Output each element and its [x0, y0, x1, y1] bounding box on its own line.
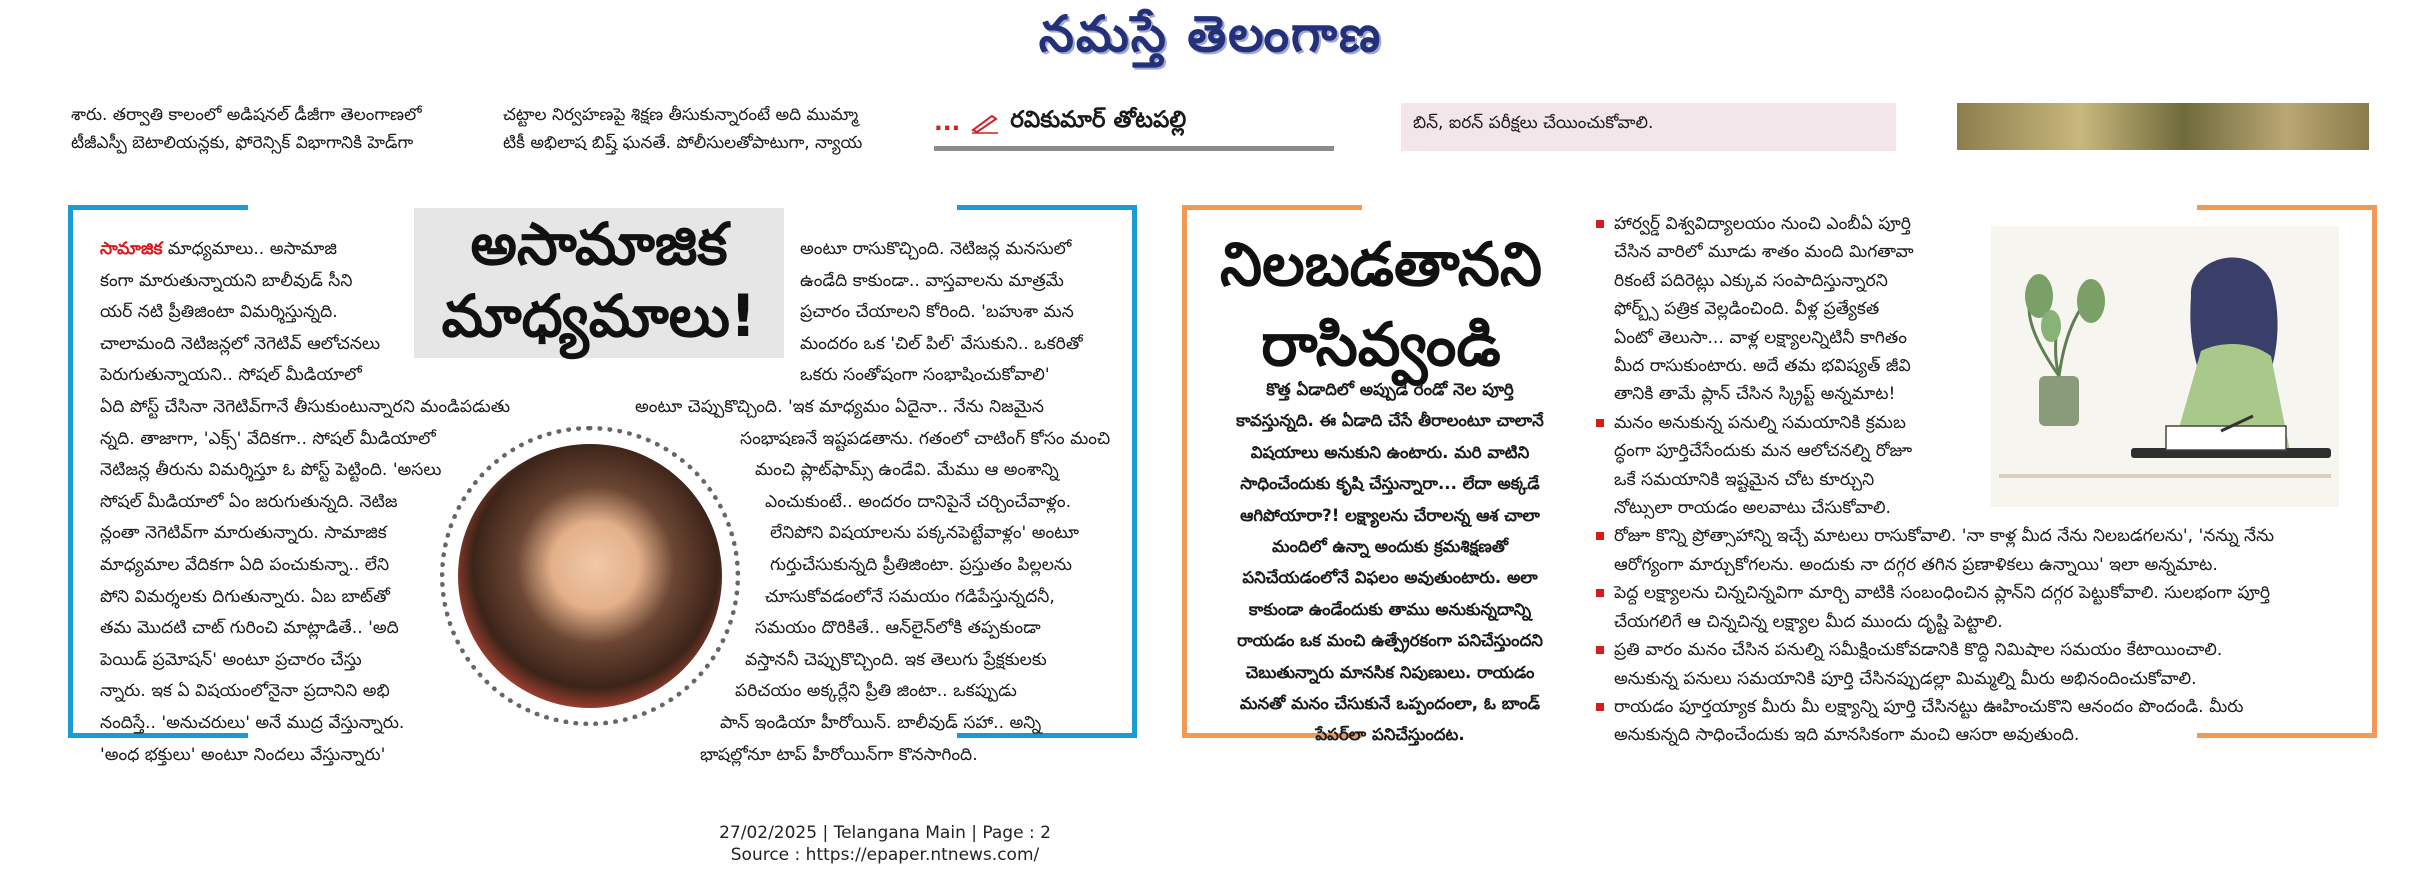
list-item: చేయగలిగే ఆ చిన్నచిన్న లక్ష్యాల మీద ముందు దృష్టి పెట్టాలి. — [1614, 611, 2003, 632]
bullet-icon — [1596, 532, 1604, 540]
byline-name: రవికుమార్ తోటపల్లి — [1010, 107, 1187, 133]
info-box-fragment: బిన్, ఐరన్ పరీక్షలు చేయించుకోవాలి. — [1401, 103, 1896, 151]
masthead: నమస్తే తెలంగాణ — [1038, 4, 1383, 63]
page-footer — [0, 822, 1770, 866]
bullet-icon — [1596, 419, 1604, 427]
list-item: నోట్సులా రాయడం అలవాటు చేసుకోవాలి. — [1614, 498, 1892, 519]
bullet-icon — [1596, 703, 1604, 711]
byline — [934, 100, 1334, 151]
portrait-photo — [458, 444, 722, 708]
top-fragment-middle: చట్టాల నిర్వహణపై శిక్షణ తీసుకున్నారంటే అది ముమ్మా టికీ అభిలాష బిష్త్ ఘనతే. పోలీసులతోపాటుగా, న్యాయ — [503, 105, 863, 153]
list-item: అనుకున్న పనులు సమయానికి పూర్తి చేసినప్పుడల్లా మిమ్మల్ని మీరు అభినందించుకోవాలి. — [1614, 668, 2197, 689]
list-item: ఒకే సమయానికి ఇష్టమైన చోట కూర్చుని — [1614, 469, 1875, 490]
footer-date-line: 27/02/2025 | Telangana Main | Page : 2 — [719, 823, 1051, 843]
list-item: ఆరోగ్యంగా మార్చుకోగలను. అందుకు నా దగ్గర తగిన ప్రణాళికలు ఉన్నాయి' ఇలా అన్నమాట. — [1614, 554, 2218, 575]
thumbnail-image — [1957, 103, 2369, 150]
top-fragment-left: శారు. తర్వాతి కాలంలో అడిషనల్ డీజీగా తెలంగాణలో టీజీఎస్పీ బెటాలియన్లకు, ఫోరెన్సిక్ విభాగానికి హెడ్‌గా — [71, 105, 422, 153]
list-item: చేసిన వారిలో మూడు శాతం మంది మిగతావా — [1614, 242, 1914, 263]
list-item: తానికి తామే ప్లాన్ చేసిన స్క్రిప్ట్ అన్నమాట! — [1614, 384, 1896, 405]
list-item: ద్ధంగా పూర్తిచేసేందుకు మన ఆలోచనల్ని రోజూ — [1614, 441, 1913, 462]
bullet-icon — [1596, 220, 1604, 228]
article2-headline: నిలబడతానని రాసివ్వండి — [1219, 230, 1543, 380]
list-item: ఫోర్బ్స్ పత్రిక వెల్లడించింది. వీళ్ల ప్రత్యేకత — [1614, 299, 1880, 320]
bullet-icon — [1596, 646, 1604, 654]
list-item: ఏంటో తెలుసా... వాళ్ల లక్ష్యాలన్నిటినీ కాగితం — [1614, 327, 1907, 348]
list-item: అనుకున్నది సాధించేందుకు ఇది మానసికంగా మంచి ఆసరా అవుతుంది. — [1614, 725, 2080, 746]
list-item: రాయడం పూర్తయ్యాక మీరు మీ లక్ష్యాన్ని పూర్తి చేసినట్టు ఊహించుకొని ఆనందం పొందండి. మీరు — [1596, 693, 2274, 721]
byline-dots: ... — [934, 110, 961, 136]
list-item: పెద్ద లక్ష్యాలను చిన్నచిన్నవిగా మార్చి వాటికి సంబంధించిన ప్లాన్‌ని దగ్గర పెట్టుకోవాలి. సులభంగా పూర్తి — [1596, 579, 2274, 607]
bullet-icon — [1596, 589, 1604, 597]
list-item: మనం అనుకున్న పనుల్ని సమయానికి క్రమబ — [1596, 409, 2274, 437]
list-item: హార్వర్డ్ విశ్వవిద్యాలయం నుంచి ఎంబీఏ పూర్తి — [1596, 210, 2274, 238]
article2-intro: కొత్త ఏడాదిలో అప్పుడే రెండో నెల పూర్తి కావస్తున్నది. ఈ ఏడాది చేసే తీరాలంటూ చాలానే విషయాలు అనుకుని ఉంటారు. మరి వాటిని సాధించేందుకు కృషి చేస్తున్నారా... లేదా అక్కడే ఆగిపోయారా?! లక్ష్యాలను చేరాలన్న ఆశ చాలా మందిలో ఉన్నా అందుకు క్రమశిక్షణతో పనిచేయడంలోనే విఫలం అవుతుంటారు. అలా కాకుండా ఉండేందుకు తాము అనుకున్నదాన్ని రాయడం ఒక మంచి ఉత్ప్రేరకంగా పనిచేస్తుందని చెబుతున్నారు మానసిక నిపుణులు. రాయడం మనతో మనం చేసుకునే ఒప్పందంలా, ఓ బాండ్ పేపర్‌లా పనిచేస్తుందట. — [1236, 380, 1544, 745]
article1-headline: అసామాజిక మాధ్యమాలు! — [414, 208, 784, 358]
photo-frame — [440, 426, 740, 726]
footer-source-link[interactable]: Source : https://epaper.ntnews.com/ — [730, 845, 1040, 865]
article1-column1: సామాజిక మాధ్యమాలు.. అసామాజి కంగా మారుతున్నాయని బాలీవుడ్ సీని యర్ నటి ప్రీతిజింటా విమర్శిస్తున్నది. చాలామంది నెటిజన్లలో నెగెటివ్ ఆలోచనలు పెరుగుతున్నాయని.. సోషల్ మీడియాలో ఏది పోస్ట్ చేసినా నెగెటివ్‌గానే తీసుకుంటున్నారని మండిపడుతు న్నది. తాజాగా, 'ఎక్స్' వేదికగా.. సోషల్ మీడియాలో నెటిజన్ల తీరును విమర్శిస్తూ ఓ పోస్ట్ పెట్టింది. 'అసలు సోషల్ మీడియాలో ఏం జరుగుతున్నది. నెటిజ న్లంతా నెగెటివ్‌గా మారుతున్నారు. సామాజిక మాధ్యమాల వేదికగా ఏది పంచుకున్నా.. లేని పోని విమర్శలకు దిగుతున్నారు. ఏబ బాట్‌తో తమ మొదటి చాట్ గురించి మాట్లాడితే.. 'అది పెయిడ్ ప్రమోషన్' అంటూ ప్రచారం చేస్తు న్నారు. ఇక ఏ విషయంలోనైనా ప్రదానిని అభి నందిస్తే.. 'అనుచరులు' అనే ముద్ర వేస్తున్నారు. 'అంధ భక్తులు' అంటూ నిందలు వేస్తున్నారు' — [100, 239, 511, 765]
list-item: ప్రతి వారం మనం చేసిన పనుల్ని సమీక్షించుకోవడానికి కొద్ది నిమిషాల సమయం కేటాయించాలి. — [1596, 636, 2274, 664]
lead-word: సామాజిక — [100, 239, 163, 259]
pen-icon — [970, 112, 1000, 134]
list-item: మీద రాసుకుంటారు. అదే తమ భవిష్యత్ జీవి — [1614, 356, 1911, 377]
list-item: రోజూ కొన్ని ప్రోత్సాహాన్ని ఇచ్చే మాటలు రాసుకోవాలి. 'నా కాళ్ల మీద నేను నిలబడగలను', 'నన్ను నేను — [1596, 522, 2274, 550]
article2-tips-list — [1596, 210, 2274, 750]
list-item: రికంటే పదిరెట్లు ఎక్కువ సంపాదిస్తున్నారని — [1614, 270, 1888, 291]
article1-column2: అంటూ రాసుకొచ్చింది. నెటిజన్ల మనసులో ఉండేది కాకుండా.. వాస్తవాలను మాత్రమే ప్రచారం చేయాలని కోరింది. 'బహుశా మన మందరం ఒక 'చిల్ పిల్' వేసుకుని.. ఒకరితో ఒకరు సంతోషంగా సంభాషించుకోవాలి' అంటూ చెప్పుకొచ్చింది. 'ఇక మాధ్యమం ఏదైనా.. నేను నిజమైన సంభాషణనే ఇష్టపడతాను. గతంలో చాటింగ్ కోసం మంచి మంచి ప్లాట్‌ఫామ్స్ ఉండేవి. మేము ఆ అంశాన్ని ఎంచుకుంటే.. అందరం దానిపైనే చర్చించేవాళ్లం. లేనిపోని విషయాలను పక్కనపెట్టేవాళ్లం' అంటూ గుర్తుచేసుకున్నది ప్రీతిజింటా. ప్రస్తుతం పిల్లలను చూసుకోవడంలోనే సమయం గడిపేస్తున్నదనీ, సమయం దొరికితే.. ఆన్‌లైన్‌లోకి తప్పకుండా వస్తాననీ చెప్పుకొచ్చింది. ఇక తెలుగు ప్రేక్షకులకు పరిచయం అక్కర్లేని ప్రీతి జింటా.. ఒకప్పుడు పాన్ ఇండియా హీరోయిన్. బాలీవుడ్ సహా.. అన్ని భాషల్లోనూ టాప్ హీరోయిన్‌గా కొనసాగింది. — [635, 239, 1111, 765]
